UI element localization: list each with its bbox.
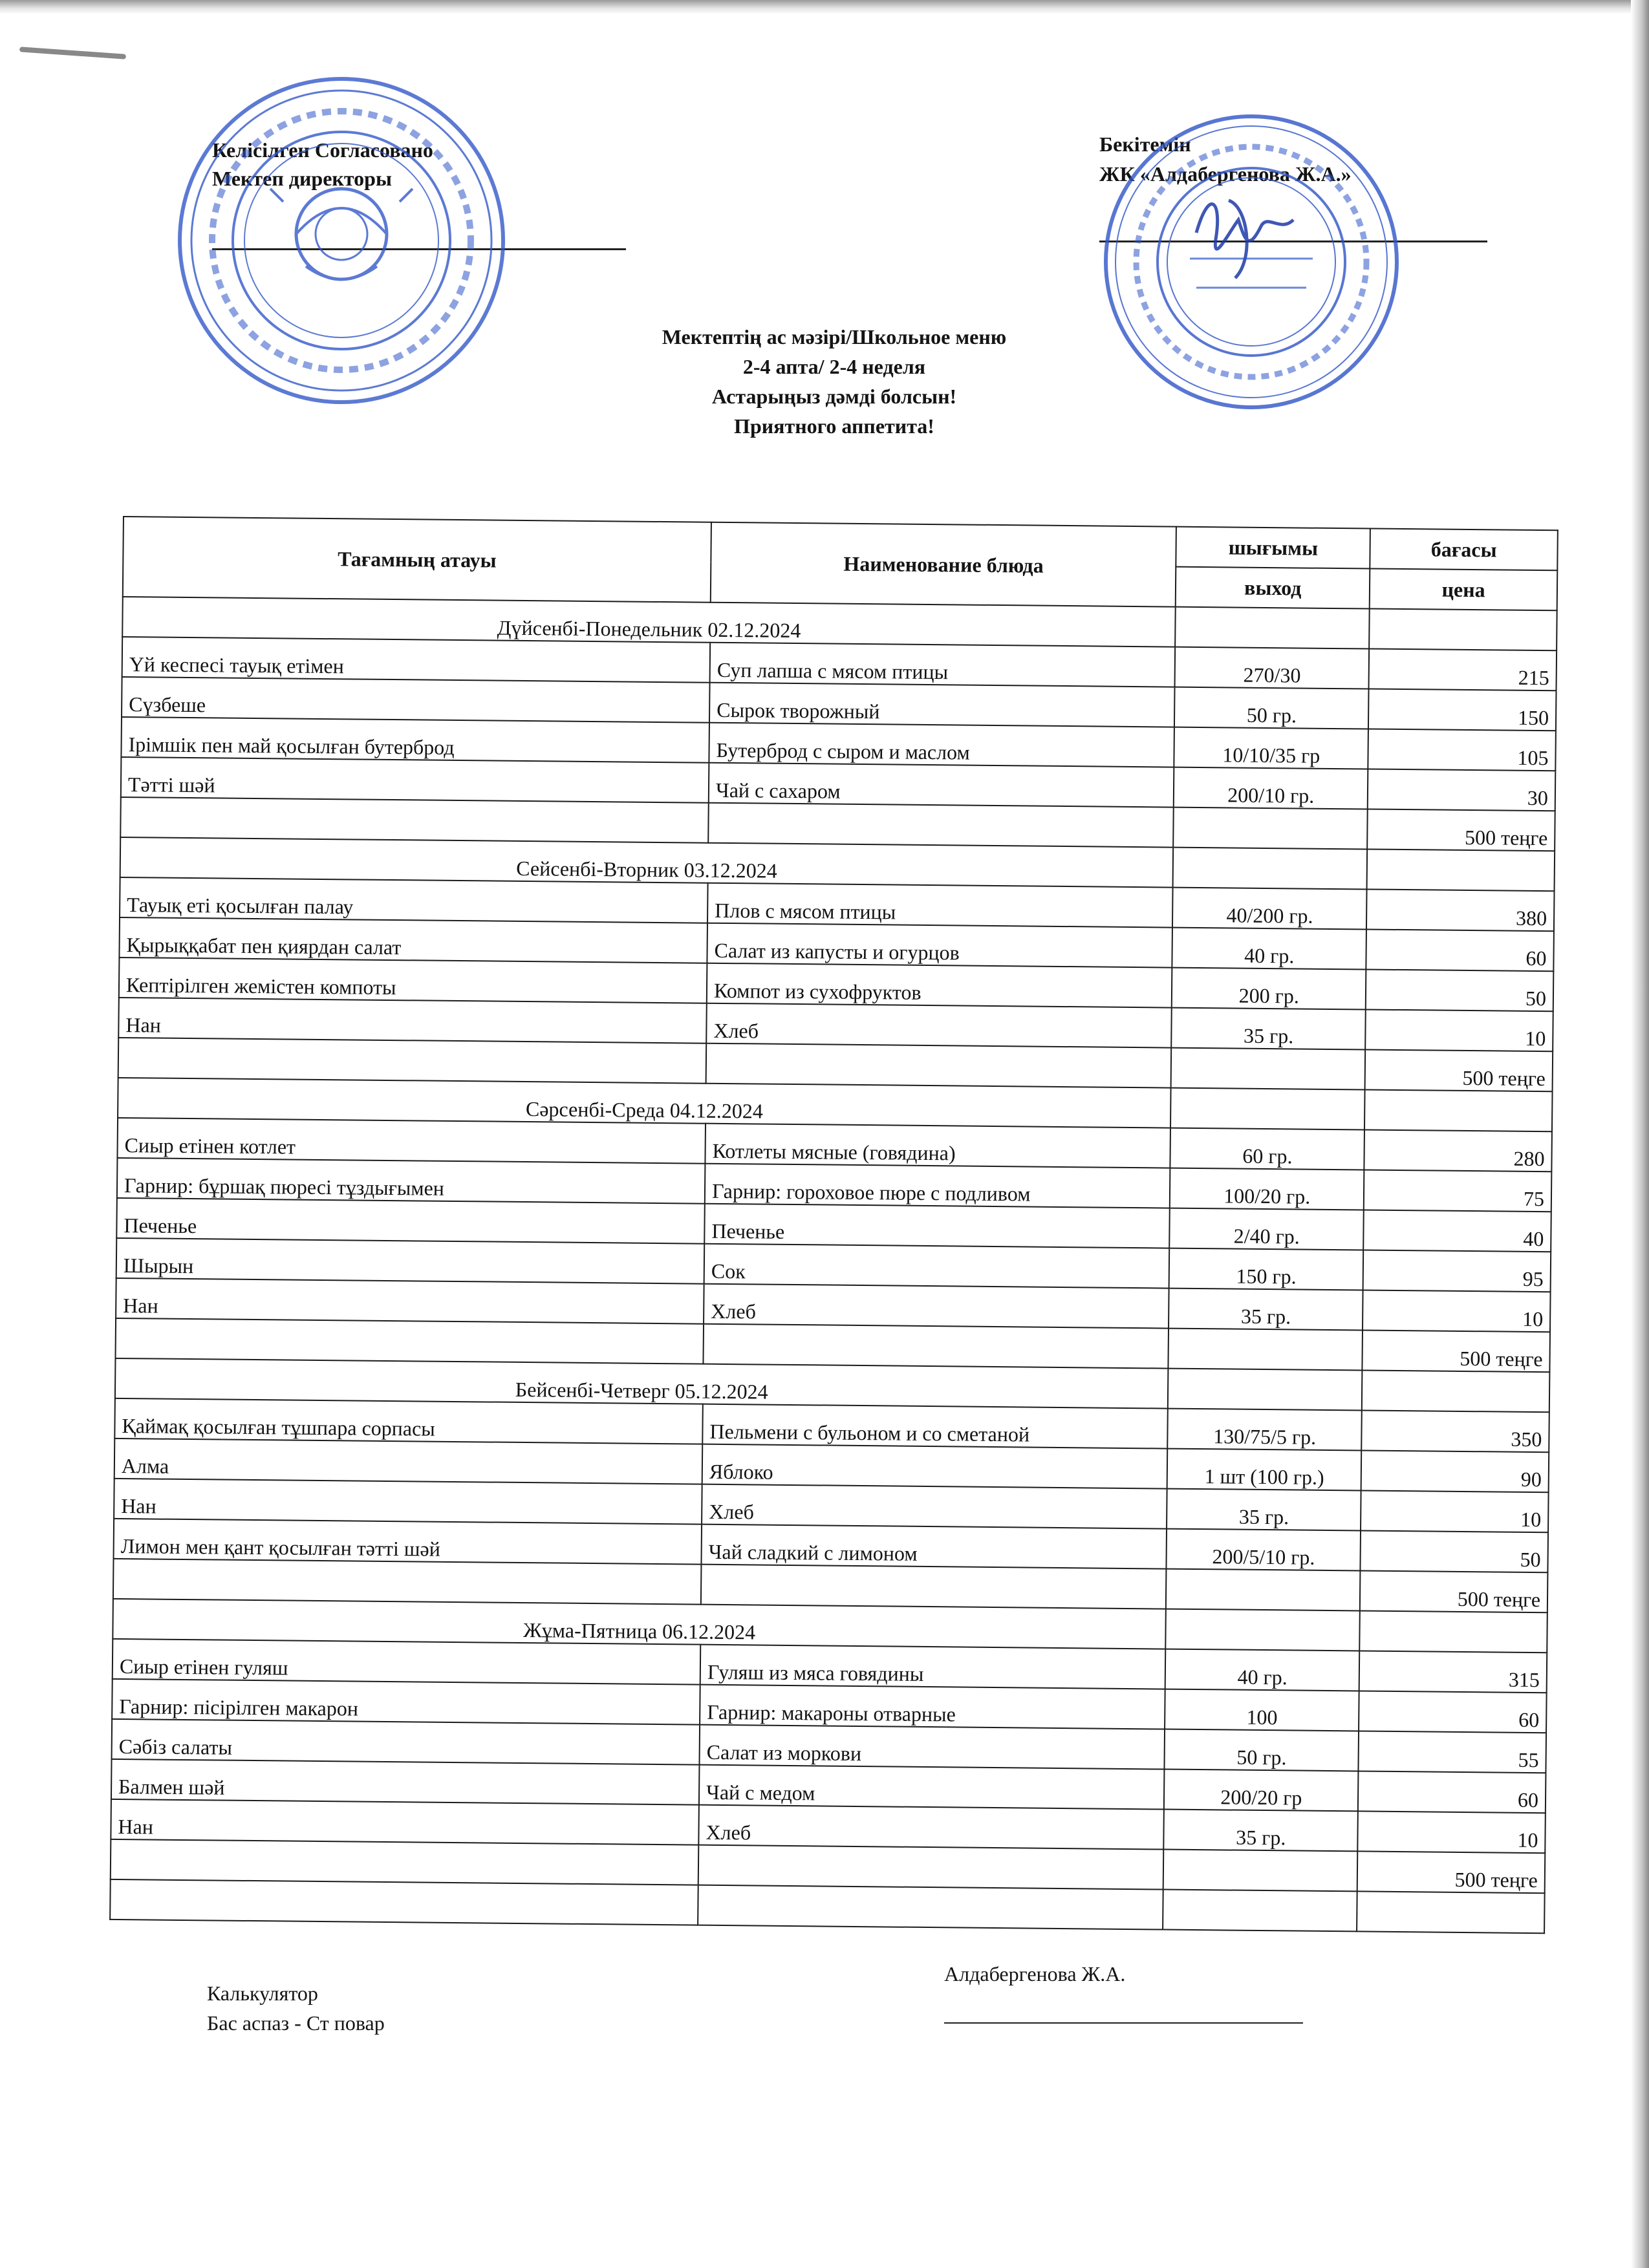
dish-yield: 35 гр. (1169, 1289, 1363, 1331)
approval-right (1099, 129, 1487, 242)
title-line-3: Астарыңыз дәмді болсын! (711, 385, 957, 408)
dish-price: 60 (1366, 929, 1554, 971)
dish-yield: 1 шт (100 гр.) (1167, 1449, 1361, 1491)
day-title: Бейсенбі-Четверг 05.12.2024 (115, 1358, 1169, 1409)
dish-yield: 100 (1165, 1689, 1359, 1731)
dish-price: 380 (1366, 889, 1554, 931)
empty-cell (708, 803, 1174, 848)
dish-name-ru: Салат из моркови (700, 1725, 1165, 1770)
day-total: 500 теңге (1360, 1570, 1547, 1612)
dish-price: 105 (1368, 729, 1556, 771)
dish-price: 60 (1358, 1771, 1546, 1813)
menu-table (109, 516, 1558, 1934)
day-title: Сәрсенбі-Среда 04.12.2024 (118, 1078, 1171, 1128)
dish-name-kz: Сәбіз салаты (112, 1719, 700, 1765)
dish-price: 315 (1359, 1651, 1547, 1693)
dish-price: 60 (1359, 1691, 1546, 1733)
header-yield-kz: шығымы (1176, 527, 1370, 569)
empty-cell (1174, 808, 1368, 850)
empty-cell (113, 1559, 702, 1605)
dish-name-ru: Сырок творожный (709, 683, 1175, 727)
empty-cell (1163, 1890, 1357, 1932)
approved-label: Бекітемін (1099, 133, 1191, 156)
empty-cell (1362, 1370, 1549, 1412)
title-line-4: Приятного аппетита! (734, 414, 934, 438)
dish-name-kz: Гарнир: пісірілген макарон (112, 1679, 700, 1725)
day-title: Сейсенбі-Вторник 03.12.2024 (120, 837, 1174, 888)
footer-left (207, 1978, 385, 2038)
dish-name-ru: Хлеб (698, 1805, 1164, 1850)
dish-yield: 200/10 гр. (1174, 767, 1368, 809)
dish-yield: 2/40 гр. (1170, 1208, 1364, 1250)
menu-title (517, 322, 1151, 441)
scan-edge-right (1631, 0, 1649, 2268)
dish-name-kz: Сүзбеше (122, 677, 710, 723)
title-line-2: 2-4 апта/ 2-4 неделя (742, 355, 926, 378)
empty-cell (1168, 1369, 1362, 1411)
dish-name-kz: Ірімшік пен май қосылған бутерброд (121, 717, 709, 763)
empty-cell (120, 797, 709, 843)
dish-name-ru: Компот из сухофруктов (707, 963, 1172, 1008)
dish-price: 90 (1361, 1450, 1549, 1492)
header-yield-ru: выход (1176, 567, 1370, 609)
dish-name-ru: Гарнир: гороховое пюре с подливом (705, 1164, 1170, 1208)
dish-name-kz: Қырыққабат пен қиярдан салат (119, 917, 707, 963)
chef-label: Бас аспаз - Ст повар (207, 2011, 385, 2035)
empty-cell (110, 1879, 698, 1925)
day-total: 500 теңге (1357, 1851, 1545, 1893)
dish-yield: 50 гр. (1165, 1729, 1359, 1771)
dish-name-ru: Чай с медом (699, 1765, 1165, 1810)
dish-name-kz: Кептірілген жемістен компоты (119, 957, 707, 1003)
approval-left (212, 136, 626, 250)
dish-price: 280 (1364, 1129, 1552, 1171)
day-total: 500 теңге (1367, 809, 1555, 851)
empty-cell (1166, 1609, 1360, 1651)
dish-name-kz: Сиыр етінен гуляш (113, 1639, 701, 1685)
dish-price: 150 (1368, 689, 1556, 731)
dish-yield: 50 гр. (1174, 687, 1368, 729)
dish-name-ru: Яблоко (702, 1444, 1168, 1489)
dish-name-ru: Котлеты мясные (говядина) (705, 1124, 1170, 1168)
empty-cell (706, 1043, 1172, 1088)
dish-yield: 40/200 гр. (1172, 888, 1366, 930)
chef-signature-line (944, 2022, 1303, 2024)
dish-price: 40 (1363, 1210, 1551, 1252)
dish-name-kz: Тауық еті қосылған палау (120, 877, 708, 923)
day-total: 500 теңге (1363, 1330, 1550, 1372)
dish-price: 95 (1363, 1250, 1551, 1292)
dish-yield: 200 гр. (1172, 968, 1366, 1010)
dish-name-kz: Печенье (116, 1198, 705, 1244)
dish-yield: 130/75/5 гр. (1168, 1409, 1362, 1451)
dish-name-ru: Салат из капусты и огурцов (707, 923, 1172, 968)
dish-name-kz: Қаймақ қосылған тұшпара сорпасы (114, 1398, 703, 1444)
empty-cell (1173, 848, 1367, 890)
dish-name-ru: Гуляш из мяса говядины (700, 1645, 1166, 1689)
empty-cell (1357, 1891, 1544, 1933)
director-signature-line (212, 248, 626, 250)
header-name-ru: Наименование блюда (711, 522, 1177, 607)
empty-cell (1364, 1089, 1552, 1131)
director-label: Мектеп директоры (212, 167, 392, 190)
dish-name-kz: Нан (116, 1278, 704, 1324)
dish-yield: 60 гр. (1170, 1128, 1364, 1170)
dish-name-kz: Шырын (116, 1238, 705, 1284)
header-name-kz: Тағамның атауы (123, 517, 711, 603)
calculator-label: Калькулятор (207, 1982, 318, 2005)
dish-name-ru: Суп лапша с мясом птицы (710, 643, 1176, 687)
empty-cell (703, 1324, 1169, 1369)
dish-name-kz: Лимон мен қант қосылған тәтті шәй (114, 1519, 702, 1565)
empty-cell (118, 1038, 707, 1084)
dish-yield: 35 гр. (1164, 1810, 1358, 1852)
dish-name-ru: Чай с сахаром (709, 763, 1174, 808)
dish-name-ru: Печенье (704, 1204, 1170, 1248)
dish-name-kz: Алма (114, 1439, 703, 1484)
dish-yield: 270/30 (1175, 647, 1369, 689)
dish-yield: 200/20 гр (1164, 1770, 1358, 1812)
empty-cell (111, 1839, 699, 1885)
dish-price: 10 (1357, 1811, 1545, 1853)
dish-name-kz: Нан (111, 1799, 699, 1845)
empty-cell (701, 1565, 1167, 1609)
company-label: ЖК «Алдабергенова Ж.А.» (1099, 162, 1352, 186)
empty-cell (115, 1318, 704, 1364)
footer-right (944, 1959, 1303, 2024)
day-title: Жұма-Пятница 06.12.2024 (113, 1599, 1166, 1649)
dish-price: 30 (1368, 769, 1555, 811)
dish-price: 55 (1359, 1731, 1546, 1773)
dish-yield: 35 гр. (1172, 1008, 1366, 1050)
dish-price: 10 (1363, 1290, 1550, 1332)
dish-yield: 10/10/35 гр (1174, 727, 1368, 769)
empty-cell (698, 1885, 1163, 1930)
dish-name-ru: Чай сладкий с лимоном (702, 1524, 1167, 1569)
day-title: Дүйсенбі-Понедельник 02.12.2024 (122, 597, 1176, 647)
dish-name-ru: Пельмени с бульоном и со сметаной (702, 1404, 1168, 1449)
dish-name-ru: Плов с мясом птицы (707, 883, 1173, 928)
dish-yield: 150 гр. (1169, 1248, 1363, 1290)
menu-table-body (110, 597, 1557, 1933)
dish-yield: 200/5/10 гр. (1167, 1529, 1361, 1571)
dish-name-ru: Хлеб (704, 1284, 1169, 1329)
empty-cell (1176, 607, 1370, 649)
empty-cell (1170, 1088, 1364, 1130)
dish-yield: 35 гр. (1167, 1489, 1361, 1531)
dish-name-kz: Балмен шәй (111, 1759, 700, 1805)
dish-name-kz: Тәтті шәй (121, 757, 709, 803)
title-line-1: Мектептің ас мәзірі/Школьное меню (662, 325, 1007, 348)
dish-name-kz: Үй кеспесі тауық етімен (122, 637, 711, 683)
empty-cell (698, 1845, 1164, 1890)
dish-price: 350 (1361, 1410, 1549, 1452)
dish-name-ru: Бутерброд с сыром и маслом (709, 723, 1174, 767)
dish-name-ru: Сок (704, 1244, 1170, 1289)
dish-price: 75 (1364, 1170, 1551, 1212)
pen-mark (19, 47, 126, 59)
dish-name-ru: Хлеб (702, 1484, 1167, 1529)
signer-name: Алдабергенова Ж.А. (944, 1962, 1126, 1985)
empty-cell (1369, 609, 1557, 651)
dish-price: 10 (1361, 1490, 1548, 1532)
day-total: 500 теңге (1365, 1049, 1553, 1091)
dish-price: 10 (1365, 1009, 1553, 1051)
dish-name-kz: Нан (114, 1479, 702, 1524)
dish-yield: 40 гр. (1165, 1649, 1359, 1691)
empty-cell (1359, 1610, 1547, 1653)
agreed-label: Келісілген Согласовано (212, 138, 433, 162)
empty-cell (1367, 849, 1555, 891)
header-price-ru: цена (1370, 569, 1557, 611)
dish-yield: 100/20 гр. (1170, 1168, 1364, 1210)
approver-signature-line (1099, 241, 1487, 242)
empty-cell (1171, 1048, 1365, 1090)
scan-edge-top (0, 0, 1649, 14)
dish-name-kz: Нан (118, 998, 707, 1043)
empty-cell (1169, 1329, 1363, 1371)
dish-name-kz: Гарнир: бұршақ пюресі тұздығымен (117, 1158, 706, 1204)
dish-price: 50 (1366, 969, 1553, 1011)
header-price-kz: бағасы (1370, 529, 1558, 571)
dish-price: 215 (1369, 649, 1557, 691)
dish-name-kz: Сиыр етінен котлет (117, 1118, 706, 1164)
empty-cell (1163, 1850, 1357, 1892)
dish-yield: 40 гр. (1172, 928, 1366, 970)
dish-name-ru: Хлеб (706, 1003, 1172, 1048)
dish-name-ru: Гарнир: макароны отварные (700, 1685, 1165, 1729)
dish-price: 50 (1361, 1530, 1548, 1572)
empty-cell (1166, 1569, 1360, 1611)
